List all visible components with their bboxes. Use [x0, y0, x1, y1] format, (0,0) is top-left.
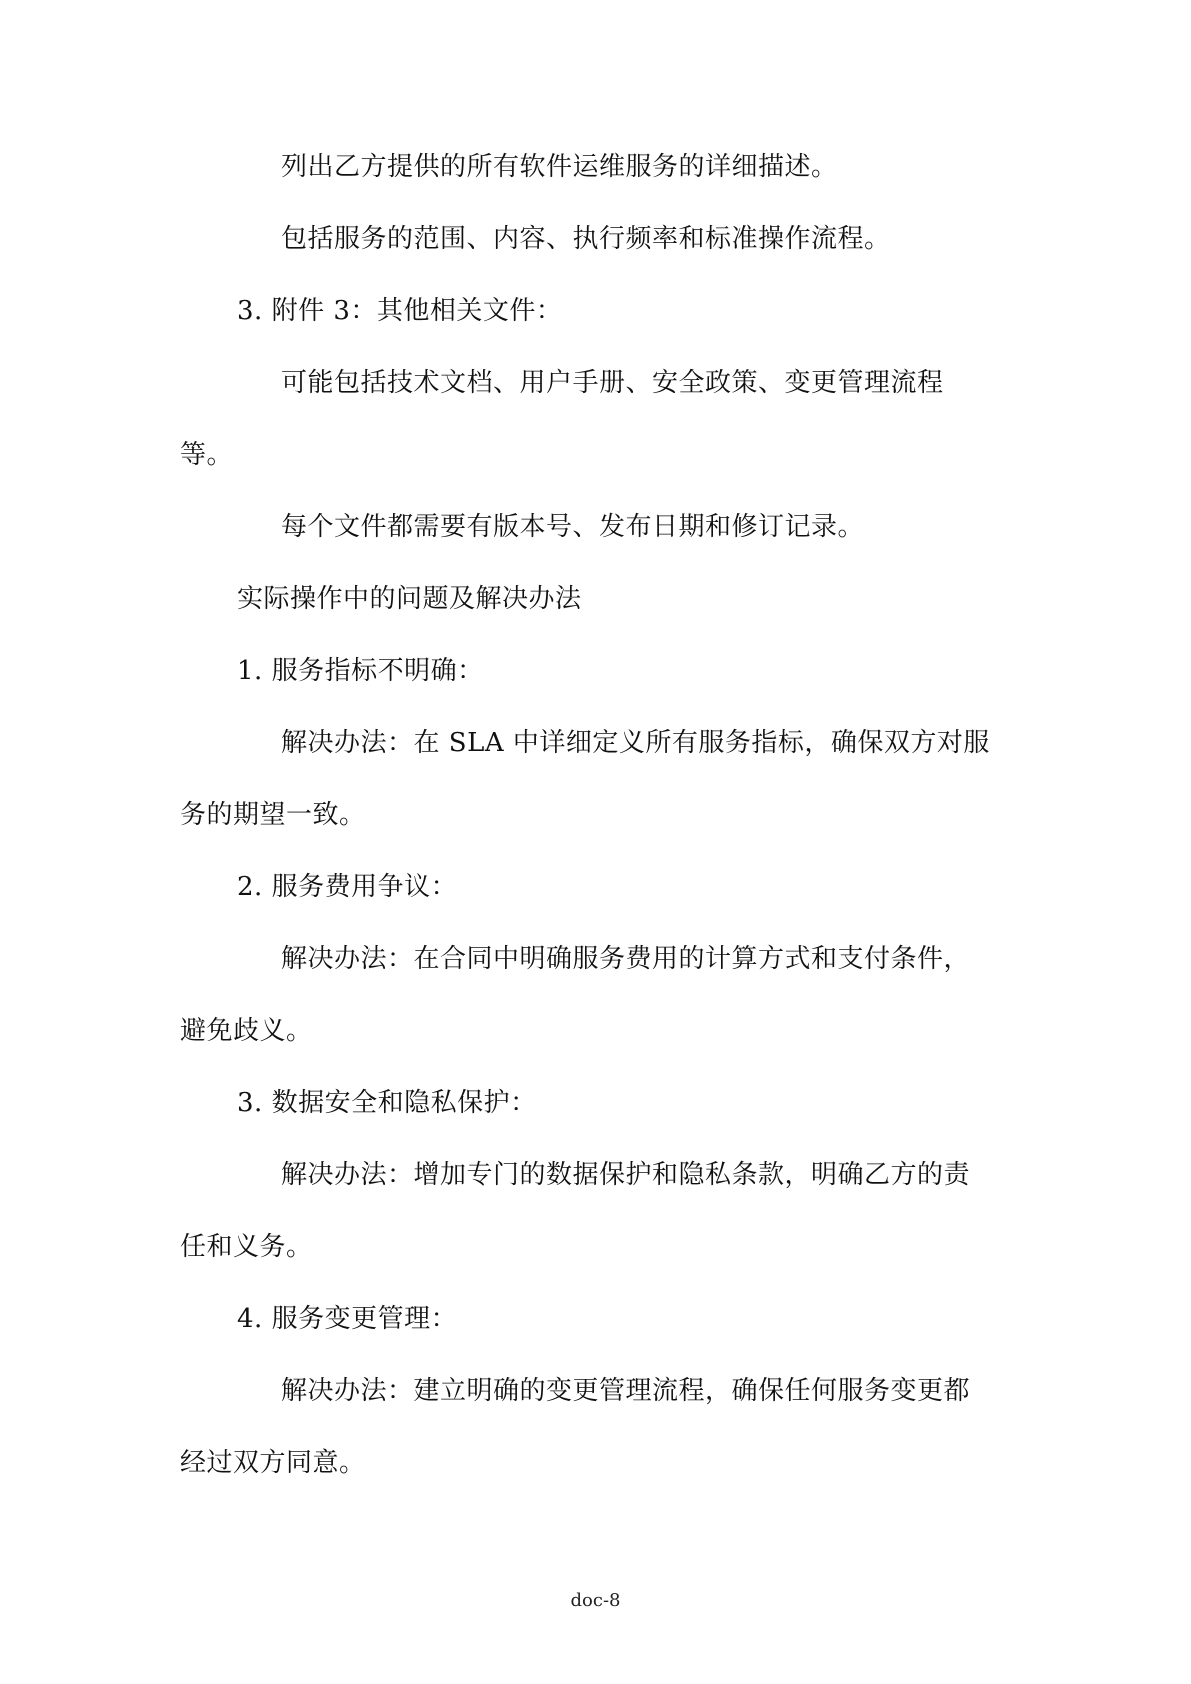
section-heading: 实际操作中的问题及解决办法 [237, 584, 582, 614]
paragraph-line: 解决办法：增加专门的数据保护和隐私条款，明确乙方的责 [281, 1160, 971, 1190]
page-number: doc-8 [570, 1590, 621, 1611]
paragraph-line: 解决办法：在 SLA 中详细定义所有服务指标，确保双方对服 [281, 728, 990, 758]
list-item-heading: 3. 附件 3：其他相关文件： [237, 296, 563, 326]
paragraph-line: 可能包括技术文档、用户手册、安全政策、变更管理流程 [281, 368, 944, 398]
paragraph-line: 等。 [180, 440, 234, 470]
paragraph-line: 包括服务的范围、内容、执行频率和标准操作流程。 [281, 224, 891, 254]
list-item-heading: 1. 服务指标不明确： [237, 656, 484, 686]
paragraph-line: 务的期望一致。 [180, 800, 366, 830]
paragraph-line: 任和义务。 [180, 1232, 313, 1262]
list-item-heading: 4. 服务变更管理： [237, 1304, 458, 1334]
paragraph-line: 每个文件都需要有版本号、发布日期和修订记录。 [281, 512, 865, 542]
paragraph-line: 经过双方同意。 [180, 1448, 366, 1478]
list-item-heading: 2. 服务费用争议： [237, 872, 458, 902]
list-item-heading: 3. 数据安全和隐私保护： [237, 1088, 537, 1118]
paragraph-line: 解决办法：建立明确的变更管理流程，确保任何服务变更都 [281, 1376, 971, 1406]
paragraph-line: 避免歧义。 [180, 1016, 313, 1046]
paragraph-line: 解决办法：在合同中明确服务费用的计算方式和支付条件， [281, 944, 971, 974]
paragraph-line: 列出乙方提供的所有软件运维服务的详细描述。 [281, 152, 838, 182]
